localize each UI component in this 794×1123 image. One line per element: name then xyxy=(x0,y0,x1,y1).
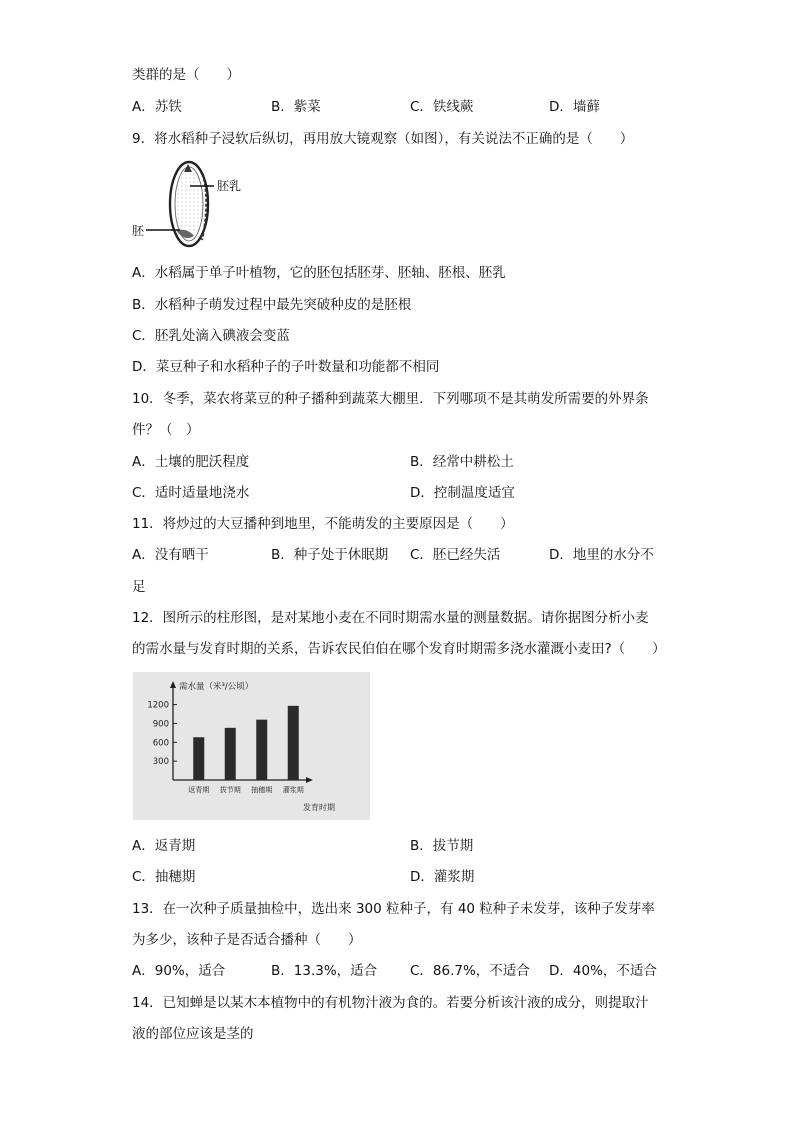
q11-option-d-wrap: 足 xyxy=(132,579,146,595)
q8-option-c: C．铁线蕨 xyxy=(410,99,474,115)
y-axis-arrow xyxy=(170,681,176,688)
q13-stem-line2: 为多少，该种子是否适合播种（ ） xyxy=(132,932,362,948)
q10-option-b: B．经常中耕松土 xyxy=(410,454,514,470)
y-tick-label: 600 xyxy=(152,738,169,749)
y-tick-label: 300 xyxy=(152,757,169,768)
x-tick-label: 灌浆期 xyxy=(282,786,304,794)
q10-stem-line2: 件？（ ） xyxy=(132,422,200,438)
q10-option-a: A．土壤的肥沃程度 xyxy=(132,454,250,470)
q12-option-a: A．返青期 xyxy=(132,838,196,854)
rice-seed-figure xyxy=(132,160,262,252)
q10-option-d: D．控制温度适宜 xyxy=(410,485,515,501)
bar xyxy=(225,728,236,780)
chart-svg xyxy=(133,672,370,820)
q11-stem: 11．将炒过的大豆播种到地里，不能萌发的主要原因是（ ） xyxy=(132,516,514,532)
q13-stem-line1: 13．在一次种子质量抽检中，选出来 300 粒种子，有 40 粒种子未发芽，该种子发芽率 xyxy=(132,901,655,917)
q8-option-a: A．苏铁 xyxy=(132,99,182,115)
q13-option-a: A．90%，适合 xyxy=(132,963,226,979)
bar xyxy=(256,720,267,780)
q8-option-d: D．墙藓 xyxy=(549,99,600,115)
q9-stem: 9．将水稻种子浸软后纵切，再用放大镜观察（如图），有关说法不正确的是（ ） xyxy=(132,131,634,147)
x-axis-title: 发育时期 xyxy=(303,803,335,812)
y-axis-title: 需水量（米³/公顷） xyxy=(179,682,254,692)
q10-stem-line1: 10．冬季，菜农将菜豆的种子播种到蔬菜大棚里．下列哪项不是其萌发所需要的外界条 xyxy=(132,391,649,407)
q13-option-c: C．86.7%，不适合 xyxy=(410,963,530,979)
x-tick-label: 拔节期 xyxy=(219,786,241,794)
q12-stem-line1: 12．图所示的柱形图，是对某地小麦在不同时期需水量的测量数据。请你据图分析小麦 xyxy=(132,610,649,626)
q11-option-c: C．胚已经失活 xyxy=(410,547,501,563)
q14-stem-line2: 液的部位应该是茎的 xyxy=(132,1026,254,1042)
bar xyxy=(193,737,204,780)
q9-option-d: D．菜豆种子和水稻种子的子叶数量和功能都不相同 xyxy=(132,359,440,375)
y-tick-label: 1200 xyxy=(147,700,169,711)
q12-option-d: D．灌浆期 xyxy=(410,869,475,885)
q8-option-b: B．紫菜 xyxy=(271,99,321,115)
x-tick-label: 抽穗期 xyxy=(251,786,273,794)
q11-option-a: A．没有晒干 xyxy=(132,547,209,563)
q10-option-c: C．适时适量地浇水 xyxy=(132,485,250,501)
x-axis-arrow xyxy=(306,777,313,783)
q12-option-b: B．拔节期 xyxy=(410,838,474,854)
embryo-label: 胚 xyxy=(132,224,145,238)
q12-stem-line2: 的需水量与发育时期的关系，告诉农民伯伯在哪个发育时期需多浇水灌溉小麦田?（ ） xyxy=(132,641,666,657)
q8-stem-tail: 类群的是（ ） xyxy=(132,67,240,83)
q14-stem-line1: 14．已知蝉是以某木本植物中的有机物汁液为食的。若要分析该汁液的成分，则提取汁 xyxy=(132,995,649,1011)
q13-option-b: B．13.3%，适合 xyxy=(271,963,378,979)
q11-option-d: D．地里的水分不 xyxy=(549,547,654,563)
x-tick-label: 返青期 xyxy=(188,786,210,794)
q12-option-c: C．抽穗期 xyxy=(132,869,196,885)
q11-option-b: B．种子处于休眠期 xyxy=(271,547,389,563)
q13-option-d: D．40%，不适合 xyxy=(549,963,657,979)
q9-option-b: B．水稻种子萌发过程中最先突破种皮的是胚根 xyxy=(132,297,412,313)
q9-option-c: C．胚乳处滴入碘液会变蓝 xyxy=(132,328,290,344)
endosperm-label: 胚乳 xyxy=(217,179,242,193)
water-demand-bar-chart xyxy=(133,672,370,820)
y-tick-label: 900 xyxy=(152,719,169,730)
bar xyxy=(288,706,299,780)
q9-option-a: A．水稻属于单子叶植物，它的胚包括胚芽、胚轴、胚根、胚乳 xyxy=(132,265,506,281)
